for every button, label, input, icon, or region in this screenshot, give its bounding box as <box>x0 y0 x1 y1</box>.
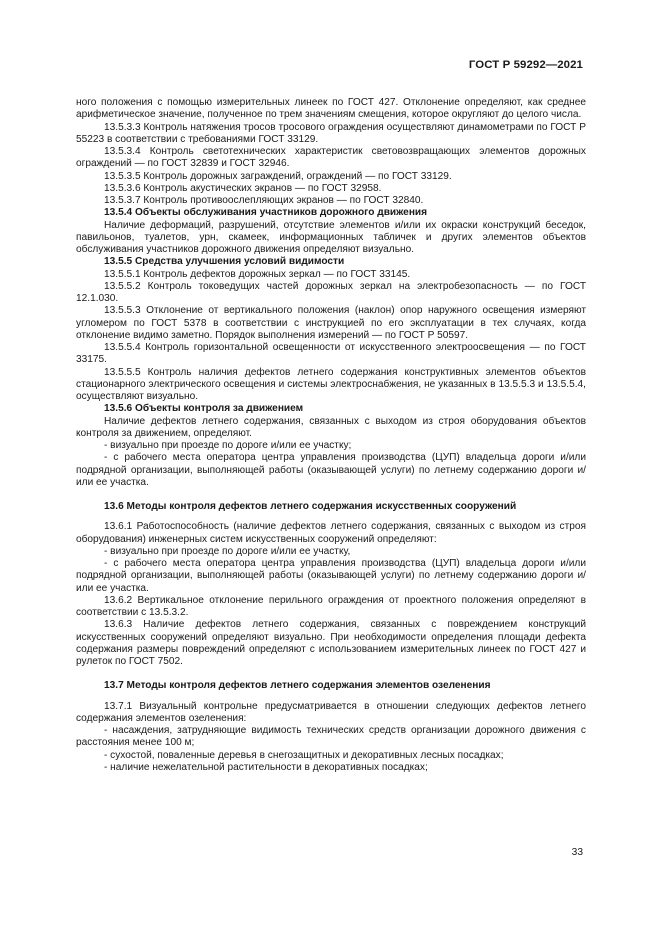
paragraph: 13.5.3.7 Контроль противоослепляющих экранов — по ГОСТ 32840. <box>104 195 424 206</box>
section-heading: 13.6 Методы контроля дефектов летнего содержания искусственных сооружений <box>104 501 517 512</box>
paragraph: 13.5.5.2 Контроль токоведущих частей дорожных зеркал на электробезопасность — по ГОСТ 12.1.030. <box>76 280 586 304</box>
paragraph: - визуально при проезде по дороге и/или ее участку; <box>104 440 352 451</box>
paragraph: Наличие дефектов летнего содержания, связанных с выходом из строя оборудования объектов контроля за движением, определяют. <box>76 415 586 439</box>
paragraph: 13.7.1 Визуальный контрольне предусматривается в отношении следующих дефектов летнего содержания элементов озеленения: <box>76 700 586 724</box>
section-heading: 13.5.6 Объекты контроля за движением <box>104 403 304 415</box>
spacer <box>76 693 586 701</box>
paragraph: - визуально при проезде по дороге и/или ее участку, <box>104 545 351 557</box>
spacer <box>76 668 586 680</box>
paragraph: 13.5.3.3 Контроль натяжения тросов тросового ограждения осуществляют динамометрами по ГОСТ Р 55223 в соответствии с требованиями ГОСТ 33129. <box>76 121 586 145</box>
paragraph: 13.6.2 Вертикальное отклонение перильного ограждения от проектного положения определяют в соответствии с 13.5.3.2. <box>76 594 586 618</box>
paragraph: 13.5.3.6 Контроль акустических экранов — по ГОСТ 32958. <box>104 182 382 194</box>
paragraph: 13.5.5.5 Контроль наличия дефектов летнего содержания конструктивных элементов объектов стационарного электрического освещения и системы электроснабжения, не указанных в 13.5.5.3 и 13.5.5.4, осуществляют визуально. <box>76 366 586 402</box>
document-header: ГОСТ Р 59292—2021 <box>468 59 583 71</box>
paragraph: Наличие деформаций, разрушений, отсутствие элементов и/или их окраски конструкций беседок, павильонов, туалетов, урн, скамеек, информационных табличек и других элементов объектов обслуживания участников дорожного движения определяют визуально. <box>76 219 586 255</box>
section-heading: 13.5.5 Средства улучшения условий видимости <box>104 256 345 268</box>
section-heading: 13.5.4 Объекты обслуживания участников дорожного движения <box>104 207 428 219</box>
paragraph: - наличие нежелательной растительности в декоративных посадках; <box>104 761 428 773</box>
paragraph: 13.5.5.4 Контроль горизонтальной освещенности от искусственного электроосвещения — по ГОСТ 33175. <box>76 342 586 366</box>
spacer <box>76 489 586 501</box>
document-body <box>76 97 586 774</box>
page-number: 33 <box>571 847 583 858</box>
paragraph: 13.6.1 Работоспособность (наличие дефектов летнего содержания, связанных с выходом из строя оборудования) инженерных систем искусственных сооружений определяют: <box>76 521 586 545</box>
paragraph: 13.5.5.3 Отклонение от вертикального положения (наклон) опор наружного освещения измеряют угломером по ГОСТ 5378 в соответствии с инструкцией по его эксплуатации в тех случаях, когда отклонение видимо заметно. Порядок выполнения измерений — по ГОСТ Р 50597. <box>76 305 586 341</box>
paragraph: 13.6.3 Наличие дефектов летнего содержания, связанных с повреждением конструкций искусственных сооружений определяют визуально. При необходимости определения площади дефекта содержания размеры повреждений определяют с использованием измерительных линеек по ГОСТ 427 и рулеток по ГОСТ 7502. <box>76 619 586 667</box>
paragraph: - с рабочего места оператора центра управления производства (ЦУП) владельца дороги и/или подрядной организации, выполняющей работы (оказывающей услуги) по летнему содержанию дороги и/или ее участка. <box>76 558 586 594</box>
section-heading: 13.7 Методы контроля дефектов летнего содержания элементов озеленения <box>104 680 491 692</box>
paragraph: - сухостой, поваленные деревья в снегозащитных и декоративных лесных посадках; <box>104 749 504 761</box>
paragraph: - насаждения, затрудняющие видимость технических средств организации дорожного движения с расстояния менее 100 м; <box>76 725 586 749</box>
paragraph: ного положения с помощью измерительных линеек по ГОСТ 427. Отклонение определяют, как среднее арифметическое значение, полученное по трем значениям смещения, которое округляют до целого числа. <box>76 97 586 121</box>
paragraph: 13.5.3.5 Контроль дорожных заграждений, ограждений — по ГОСТ 33129. <box>104 170 452 182</box>
paragraph: - с рабочего места оператора центра управления производства (ЦУП) владельца дороги и/или подрядной организации, выполняющей работы (оказывающей услуги) по летнему содержанию дороги и/или ее участка. <box>76 452 586 488</box>
paragraph: 13.5.5.1 Контроль дефектов дорожных зеркал — по ГОСТ 33145. <box>104 268 411 280</box>
paragraph: 13.5.3.4 Контроль светотехнических характеристик световозвращающих элементов дорожных ограждений — по ГОСТ 32839 и ГОСТ 32946. <box>76 146 586 170</box>
